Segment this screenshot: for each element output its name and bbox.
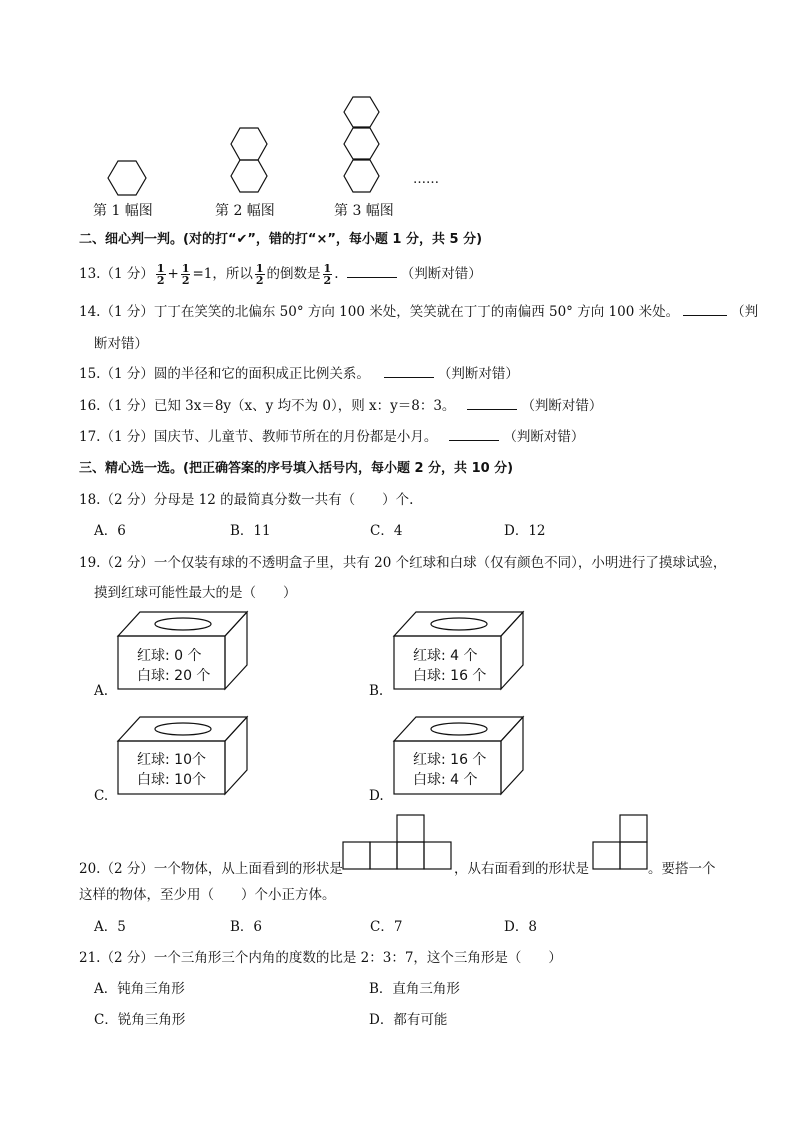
question-17	[79, 425, 584, 445]
q21-option-c[interactable]: C．锐角三角形	[94, 1012, 186, 1028]
answer-blank[interactable]	[683, 303, 727, 316]
q19-option-d[interactable]: D.	[369, 788, 384, 804]
q20-option-d[interactable]: D．8	[504, 919, 537, 935]
box-a-contents	[137, 646, 210, 686]
figure-label-2: 第 2 幅图	[215, 203, 275, 219]
q13-text: 的倒数是	[266, 266, 321, 282]
box-c-contents	[137, 750, 206, 790]
top-view-shape	[343, 815, 455, 875]
q13-text: =1，所以	[192, 266, 253, 282]
box-b-red: 红球: 4 个	[413, 648, 478, 664]
box-b-white: 白球: 16 个	[413, 668, 487, 684]
question-13	[79, 262, 482, 286]
q14-text: 14.（1 分）丁丁在笑笑的北偏东 50° 方向 100 米处，笑笑就在丁丁的南偏西 50° 方向 100 米处。	[79, 304, 680, 320]
section3-heading: 三、精心选一选。(把正确答案的序号填入括号内，每小题 2 分，共 10 分)	[79, 461, 514, 476]
answer-blank[interactable]	[467, 397, 517, 410]
q19-option-c[interactable]: C.	[94, 788, 109, 804]
q20-part1: 20.（2 分）一个物体，从上面看到的形状是	[79, 861, 343, 877]
q21-option-b[interactable]: B．直角三角形	[369, 981, 460, 997]
box-d-white: 白球: 4 个	[413, 772, 478, 788]
question-18: 18.（2 分）分母是 12 的最简真分数一共有（ ）个.	[79, 492, 414, 508]
q17-text: 17.（1 分）国庆节、儿童节、教师节所在的月份都是小月。	[79, 429, 438, 445]
box-d-red: 红球: 16 个	[413, 752, 487, 768]
q20-option-a[interactable]: A．5	[94, 919, 126, 935]
q15-text: 15.（1 分）圆的半径和它的面积成正比例关系。	[79, 366, 370, 382]
hexagon-figure-1	[0, 0, 794, 230]
question-19-line1: 19.（2 分）一个仅装有球的不透明盒子里，共有 20 个红球和白球（仅有颜色不同），小明进行了摸球试验，	[79, 555, 727, 571]
question-16	[79, 394, 602, 414]
q14-tail: （判	[731, 304, 759, 320]
answer-blank[interactable]	[384, 365, 434, 378]
q13-suffix: （判断对错）	[400, 266, 482, 282]
fraction-half: $\frac{1}{2}$	[255, 262, 264, 287]
q19-option-a[interactable]: A.	[94, 683, 109, 699]
fraction-half: $\frac{1}{2}$	[156, 262, 165, 287]
box-b-contents	[413, 646, 486, 686]
q16-suffix: （判断对错）	[521, 398, 603, 414]
q19-option-b[interactable]: B.	[369, 683, 384, 699]
right-view-shape	[593, 815, 653, 875]
question-14	[79, 300, 758, 320]
q17-suffix: （判断对错）	[503, 429, 585, 445]
q13-prefix: 13.（1 分）	[79, 266, 154, 282]
question-15	[79, 362, 519, 382]
q16-text: 16.（1 分）已知 3x＝8y（x、y 均不为 0），则 x：y＝8：3。	[79, 398, 456, 414]
box-c-red: 红球: 10个	[137, 752, 206, 768]
box-d-contents	[413, 750, 486, 790]
fraction-half: $\frac{1}{2}$	[181, 262, 190, 287]
question-21: 21.（2 分）一个三角形三个内角的度数的比是 2：3：7，这个三角形是（ ）	[79, 950, 562, 966]
q13-period: .	[334, 266, 339, 282]
q20-option-c[interactable]: C．7	[370, 919, 403, 935]
q20-option-b[interactable]: B．6	[230, 919, 263, 935]
q21-option-a[interactable]: A．钝角三角形	[94, 981, 185, 997]
q18-option-a[interactable]: A．6	[94, 523, 126, 539]
q21-option-d[interactable]: D．都有可能	[369, 1012, 448, 1028]
box-a-red: 红球: 0 个	[137, 648, 202, 664]
figure-label-3: 第 3 幅图	[334, 203, 394, 219]
fraction-half: $\frac{1}{2}$	[323, 262, 332, 287]
q15-suffix: （判断对错）	[437, 366, 519, 382]
q18-option-c[interactable]: C．4	[370, 523, 403, 539]
section2-heading: 二、细心判一判。(对的打“✔”，错的打“×”，每小题 1 分，共 5 分)	[79, 232, 483, 247]
q14-line2: 断对错）	[94, 336, 148, 352]
figure-label-1: 第 1 幅图	[93, 203, 153, 219]
q18-option-d[interactable]: D．12	[504, 523, 546, 539]
q20-line2: 这样的物体，至少用（ ）个小正方体。	[79, 887, 336, 903]
q20-part3: 。要搭一个	[648, 861, 716, 877]
box-c-white: 白球: 10个	[137, 772, 206, 788]
box-a-white: 白球: 20 个	[137, 668, 211, 684]
answer-blank[interactable]	[347, 265, 397, 278]
figure-ellipsis: ……	[413, 172, 439, 187]
answer-blank[interactable]	[449, 428, 499, 441]
q20-part2: ，从右面看到的形状是	[454, 861, 589, 877]
q13-plus: +	[167, 266, 179, 282]
question-19-line2: 摸到红球可能性最大的是（ ）	[94, 585, 297, 601]
q18-option-b[interactable]: B．11	[230, 523, 271, 539]
